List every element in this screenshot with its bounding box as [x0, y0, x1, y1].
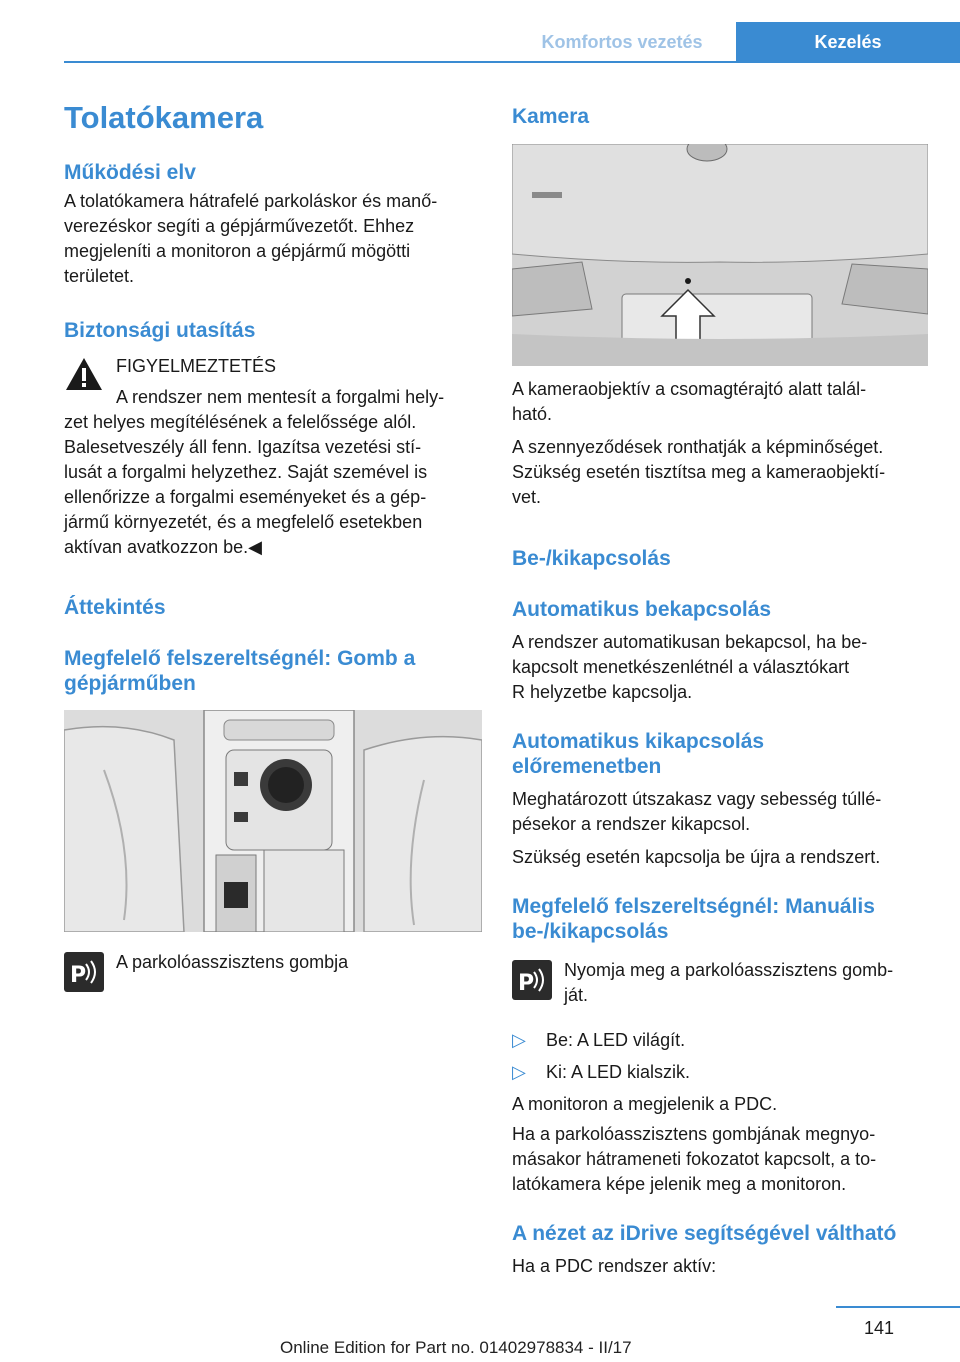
idrive-text: Ha a PDC rendszer aktív:	[512, 1256, 717, 1276]
warning-label: FIGYELMEZTETÉS	[116, 356, 277, 376]
parking-assistant-icon-2	[512, 960, 552, 1000]
edition-text: Online Edition for Part no. 01402978834 - II/17	[280, 1338, 632, 1357]
onoff-heading: Be-/kikapcsolás	[512, 547, 671, 570]
bullet-triangle-icon: ▷	[512, 1062, 526, 1082]
tab-kezeles[interactable]: Kezelés	[736, 22, 960, 62]
warning-icon	[64, 356, 104, 392]
idrive-heading: A nézet az iDrive segítségével váltható	[512, 1222, 897, 1245]
tailgate-illustration	[512, 144, 928, 366]
principle-text: A tolatókamera hátrafelé parkoláskor és manő- verezéskor segíti a gépjárművezetőt. Ehhez megjeleníti a monitoron a gépjármű mögötti területet.	[64, 191, 438, 286]
parking-button-image	[64, 710, 482, 932]
equipment-heading: Megfelelő felszereltségnél: Gomb a gépjárműben	[64, 647, 416, 695]
warning-text: zet helyes megítélésének a felelőssége alól. Balesetveszély áll fenn. Igazítsa vezetési stí- lusát a forgalmi helyzethez. Saját szemével is ellenőrizze a forgalmi eseményeket és a gép- jármű környezetét, és a megfelelő esetekben aktívan avatkozzon be.◀	[64, 412, 428, 557]
header-tabs	[0, 22, 960, 62]
reverse-text: Ha a parkolóasszisztens gombjának megnyo- másakor hátrameneti fokozatot kapcsolt, a to- latókamera képe jelenik meg a monitoron.	[512, 1124, 877, 1194]
bullet-led-off: ▷ Ki: A LED kialszik.	[512, 1060, 912, 1085]
principle-heading: Működési elv	[64, 161, 196, 184]
manual-text: Nyomja meg a parkolóasszisztens gomb- ját.	[564, 960, 894, 1005]
overview-heading: Áttekintés	[64, 596, 166, 619]
camera-heading: Kamera	[512, 105, 590, 128]
auto-off-text-2: Szükség esetén kapcsolja be újra a rendszert.	[512, 847, 881, 867]
auto-off-text: Meghatározott útszakasz vagy sebesség túllé- pésekor a rendszer kikapcsol.	[512, 789, 882, 834]
header-divider	[64, 61, 960, 63]
footer-divider	[836, 1306, 960, 1308]
bullet-led-on: ▷ Be: A LED világít.	[512, 1028, 912, 1053]
camera-text-1: A kameraobjektív a csomagtérajtó alatt talál- ható.	[512, 379, 867, 424]
svg-text:P: P	[70, 963, 87, 988]
page-number: 141	[863, 1318, 894, 1338]
manual-heading: Megfelelő felszereltségnél: Manuális be-/kikapcsolás	[512, 895, 875, 943]
center-console-illustration	[64, 710, 482, 932]
auto-off-heading: Automatikus kikapcsolás előremenetben	[512, 730, 765, 778]
page-title: Tolatókamera	[64, 100, 264, 135]
safety-heading: Biztonsági utasítás	[64, 319, 256, 342]
warning-first-line: A rendszer nem mentesít a forgalmi hely-	[116, 387, 445, 407]
button-caption: A parkolóasszisztens gombja	[116, 952, 349, 972]
pdc-text: A monitoron a megjelenik a PDC.	[512, 1094, 778, 1114]
auto-on-heading: Automatikus bekapcsolás	[512, 598, 772, 621]
bullet-triangle-icon: ▷	[512, 1030, 526, 1050]
camera-location-image	[512, 144, 928, 366]
svg-text:P: P	[518, 971, 535, 996]
auto-on-text: A rendszer automatikusan bekapcsol, ha be- kapcsolt menetkészenlétnél a választókart R helyzetbe kapcsolja.	[512, 632, 868, 702]
tab-komfortos-vezetes[interactable]: Komfortos vezetés	[541, 31, 703, 52]
parking-assistant-icon	[64, 952, 104, 992]
camera-text-2: A szennyeződések ronthatják a képminőséget. Szükség esetén tisztítsa meg a kameraobjektí- vet.	[512, 437, 886, 507]
